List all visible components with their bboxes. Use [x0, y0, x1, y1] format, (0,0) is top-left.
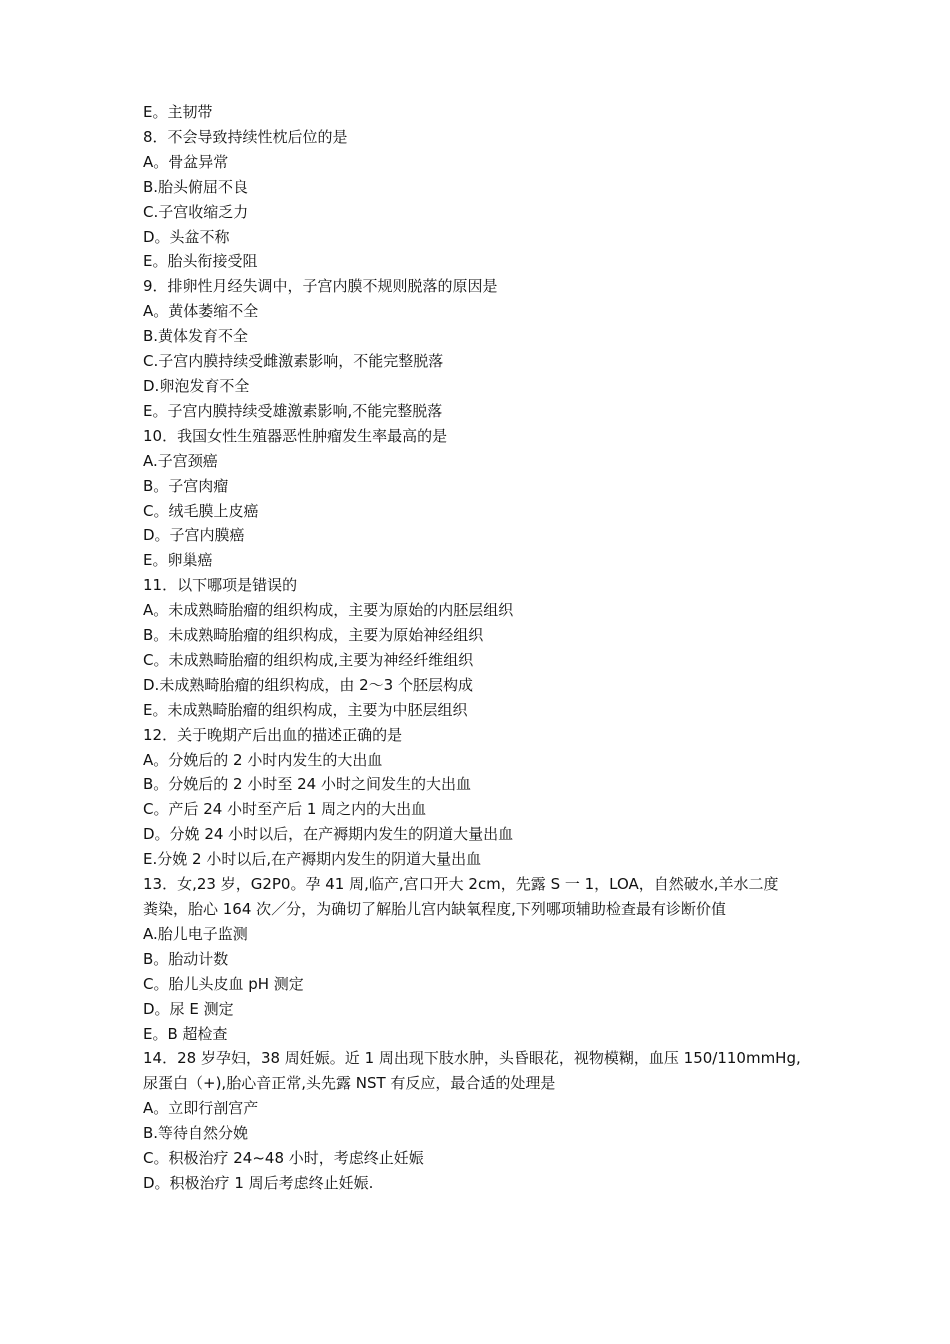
question-line: 11．以下哪项是错误的 — [143, 576, 298, 595]
question-line: 9．排卵性月经失调中，子宫内膜不规则脱落的原因是 — [143, 277, 498, 296]
option-line: A。未成熟畸胎瘤的组织构成，主要为原始的内胚层组织 — [143, 601, 514, 620]
option-line: C.子宫内膜持续受雌激素影响，不能完整脱落 — [143, 352, 444, 371]
option-line: E。主韧带 — [143, 103, 213, 121]
question-line: 14．28 岁孕妇，38 周妊娠。近 1 周出现下肢水肿，头昏眼花，视物模糊，血压 150/110mmHg, — [143, 1049, 801, 1068]
option-line: C。产后 24 小时至产后 1 周之内的大出血 — [143, 800, 427, 819]
option-line: D.卵泡发育不全 — [143, 376, 250, 395]
option-line: E。胎头衔接受阻 — [143, 252, 258, 271]
option-line: B。胎动计数 — [143, 949, 229, 968]
option-line: A。分娩后的 2 小时内发生的大出血 — [143, 750, 383, 769]
option-line: B。分娩后的 2 小时至 24 小时之间发生的大出血 — [143, 775, 471, 794]
option-line: B。子宫肉瘤 — [143, 476, 229, 495]
option-line: E。卵巢癌 — [143, 551, 213, 570]
option-line: C。胎儿头皮血 pH 测定 — [143, 974, 304, 993]
option-line: D.未成熟畸胎瘤的组织构成，由 2～3 个胚层构成 — [143, 675, 473, 694]
option-line: E.分娩 2 小时以后,在产褥期内发生的阴道大量出血 — [143, 850, 482, 869]
option-line: B.胎头俯屈不良 — [143, 177, 249, 196]
option-line: A。黄体萎缩不全 — [143, 302, 259, 321]
option-line: C。积极治疗 24~48 小时，考虑终止妊娠 — [143, 1149, 424, 1168]
option-line: D。积极治疗 1 周后考虑终止妊娠. — [143, 1173, 374, 1192]
option-line: A.胎儿电子监测 — [143, 924, 248, 943]
option-line: D。头盆不称 — [143, 227, 230, 246]
question-line-continued: 粪染，胎心 164 次／分，为确切了解胎儿宫内缺氧程度,下列哪项辅助检查最有诊断价值 — [143, 900, 726, 918]
question-line: 13．女,23 岁，G2P0。孕 41 周,临产,宫口开大 2cm，先露 S 一 1，LOA，自然破水,羊水二度 — [143, 875, 779, 894]
option-line: A。立即行剖宫产 — [143, 1099, 259, 1118]
question-line: 8．不会导致持续性枕后位的是 — [143, 127, 348, 146]
option-line: D。尿 E 测定 — [143, 999, 234, 1018]
option-line: B.等待自然分娩 — [143, 1124, 249, 1143]
option-line: E。子宫内膜持续受雄激素影响,不能完整脱落 — [143, 401, 443, 420]
question-line: 10．我国女性生殖器恶性肿瘤发生率最高的是 — [143, 426, 448, 445]
document-page — [143, 100, 823, 1196]
option-line: A.子宫颈癌 — [143, 451, 218, 470]
option-line: C。绒毛膜上皮癌 — [143, 501, 259, 520]
option-line: C。未成熟畸胎瘤的组织构成,主要为神经纤维组织 — [143, 650, 474, 669]
question-line-continued: 尿蛋白（+),胎心音正常,头先露 NST 有反应，最合适的处理是 — [143, 1074, 556, 1093]
option-line: B。未成熟畸胎瘤的组织构成，主要为原始神经组织 — [143, 626, 484, 645]
option-line: B.黄体发育不全 — [143, 327, 249, 346]
option-line: D。分娩 24 小时以后，在产褥期内发生的阴道大量出血 — [143, 825, 514, 844]
option-line: A。骨盆异常 — [143, 152, 229, 171]
option-line: E。B 超检查 — [143, 1024, 228, 1043]
option-line: D。子宫内膜癌 — [143, 526, 245, 545]
option-line: E。未成熟畸胎瘤的组织构成，主要为中胚层组织 — [143, 700, 468, 719]
option-line: C.子宫收缩乏力 — [143, 202, 249, 221]
question-line: 12．关于晚期产后出血的描述正确的是 — [143, 725, 403, 744]
